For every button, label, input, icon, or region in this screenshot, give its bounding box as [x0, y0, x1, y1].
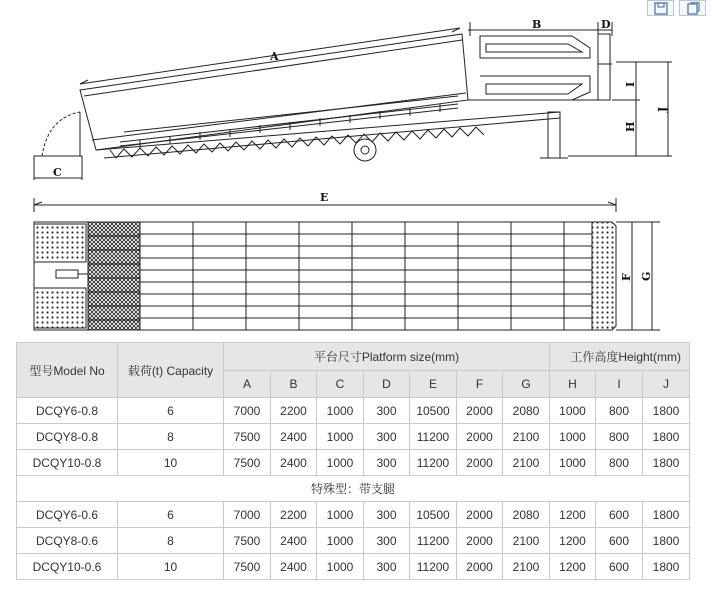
value-cell: 2400 [271, 424, 317, 450]
value-cell: 1200 [550, 502, 596, 528]
value-cell: 600 [596, 502, 643, 528]
dim-label-h: H [624, 121, 637, 132]
value-cell: 11200 [410, 424, 457, 450]
value-cell: 11200 [410, 528, 457, 554]
side-view [34, 18, 672, 180]
value-cell: 1000 [317, 528, 364, 554]
value-cell: 1000 [317, 398, 364, 424]
header-col-a: A [224, 371, 271, 398]
table-row [17, 528, 690, 554]
top-view [34, 191, 660, 330]
value-cell: 300 [364, 502, 410, 528]
value-cell: 1200 [550, 528, 596, 554]
value-cell: 2100 [503, 554, 550, 580]
value-cell: 10500 [410, 398, 457, 424]
value-cell: 6 [118, 398, 224, 424]
header-col-h: H [550, 371, 596, 398]
value-cell: 10 [118, 554, 224, 580]
value-cell: 1000 [550, 398, 596, 424]
dim-label-i: I [624, 81, 637, 87]
header-col-e: E [410, 371, 457, 398]
value-cell: 2200 [271, 398, 317, 424]
value-cell: 1800 [643, 398, 690, 424]
dim-label-d: D [601, 18, 611, 31]
dim-label-g: G [640, 271, 653, 281]
value-cell: 2000 [457, 398, 503, 424]
value-cell: 7500 [224, 450, 271, 476]
value-cell: 2080 [503, 398, 550, 424]
special-type-row: 特殊型：带支腿 [17, 476, 690, 502]
value-cell: 1000 [317, 502, 364, 528]
value-cell: 11200 [410, 450, 457, 476]
value-cell: 2000 [457, 424, 503, 450]
model-cell: DCQY6-0.6 [17, 502, 118, 528]
value-cell: 300 [364, 528, 410, 554]
value-cell: 7500 [224, 424, 271, 450]
value-cell: 10 [118, 450, 224, 476]
value-cell: 6 [118, 502, 224, 528]
value-cell: 800 [596, 398, 643, 424]
dim-label-f: F [620, 273, 633, 281]
value-cell: 2100 [503, 450, 550, 476]
value-cell: 800 [596, 424, 643, 450]
table-row [17, 450, 690, 476]
value-cell: 7000 [224, 398, 271, 424]
header-model: 型号Model No [17, 343, 118, 398]
header-capacity: 载荷(t) Capacity [118, 343, 224, 398]
value-cell: 2080 [503, 502, 550, 528]
value-cell: 8 [118, 528, 224, 554]
value-cell: 11200 [410, 554, 457, 580]
spec-table [16, 342, 690, 580]
value-cell: 1800 [643, 554, 690, 580]
header-col-d: D [364, 371, 410, 398]
header-height: 工作高度Height(mm) [550, 343, 690, 371]
dim-label-j: J [656, 106, 669, 112]
value-cell: 2400 [271, 528, 317, 554]
model-cell: DCQY8-0.6 [17, 528, 118, 554]
value-cell: 2100 [503, 528, 550, 554]
value-cell: 1800 [643, 502, 690, 528]
dim-label-b: B [532, 18, 542, 31]
value-cell: 7500 [224, 554, 271, 580]
value-cell: 600 [596, 528, 643, 554]
dock-leveler-drawing [0, 14, 713, 344]
value-cell: 300 [364, 554, 410, 580]
header-col-b: B [271, 371, 317, 398]
model-cell: DCQY8-0.8 [17, 424, 118, 450]
value-cell: 2000 [457, 528, 503, 554]
header-col-i: I [596, 371, 643, 398]
value-cell: 600 [596, 554, 643, 580]
header-platform: 平台尺寸Platform size(mm) [224, 343, 550, 371]
model-cell: DCQY10-0.8 [17, 450, 118, 476]
dim-label-a: A [270, 50, 279, 63]
value-cell: 2400 [271, 450, 317, 476]
value-cell: 8 [118, 424, 224, 450]
value-cell: 800 [596, 450, 643, 476]
header-col-g: G [503, 371, 550, 398]
value-cell: 1200 [550, 554, 596, 580]
value-cell: 10500 [410, 502, 457, 528]
table-row [17, 424, 690, 450]
dim-label-c: C [53, 166, 62, 179]
value-cell: 1000 [317, 554, 364, 580]
value-cell: 300 [364, 398, 410, 424]
dim-label-e: E [320, 191, 329, 204]
value-cell: 2400 [271, 554, 317, 580]
value-cell: 7500 [224, 528, 271, 554]
value-cell: 1800 [643, 424, 690, 450]
value-cell: 2000 [457, 502, 503, 528]
table-row [17, 554, 690, 580]
table-row [17, 502, 690, 528]
model-cell: DCQY10-0.6 [17, 554, 118, 580]
value-cell: 2200 [271, 502, 317, 528]
header-col-f: F [457, 371, 503, 398]
value-cell: 1000 [550, 450, 596, 476]
value-cell: 2100 [503, 424, 550, 450]
value-cell: 300 [364, 424, 410, 450]
value-cell: 1000 [317, 450, 364, 476]
header-col-c: C [317, 371, 364, 398]
value-cell: 2000 [457, 450, 503, 476]
header-col-j: J [643, 371, 690, 398]
model-cell: DCQY6-0.8 [17, 398, 118, 424]
table-row [17, 398, 690, 424]
value-cell: 1800 [643, 450, 690, 476]
value-cell: 1000 [317, 424, 364, 450]
value-cell: 1000 [550, 424, 596, 450]
value-cell: 7000 [224, 502, 271, 528]
value-cell: 2000 [457, 554, 503, 580]
value-cell: 300 [364, 450, 410, 476]
value-cell: 1800 [643, 528, 690, 554]
